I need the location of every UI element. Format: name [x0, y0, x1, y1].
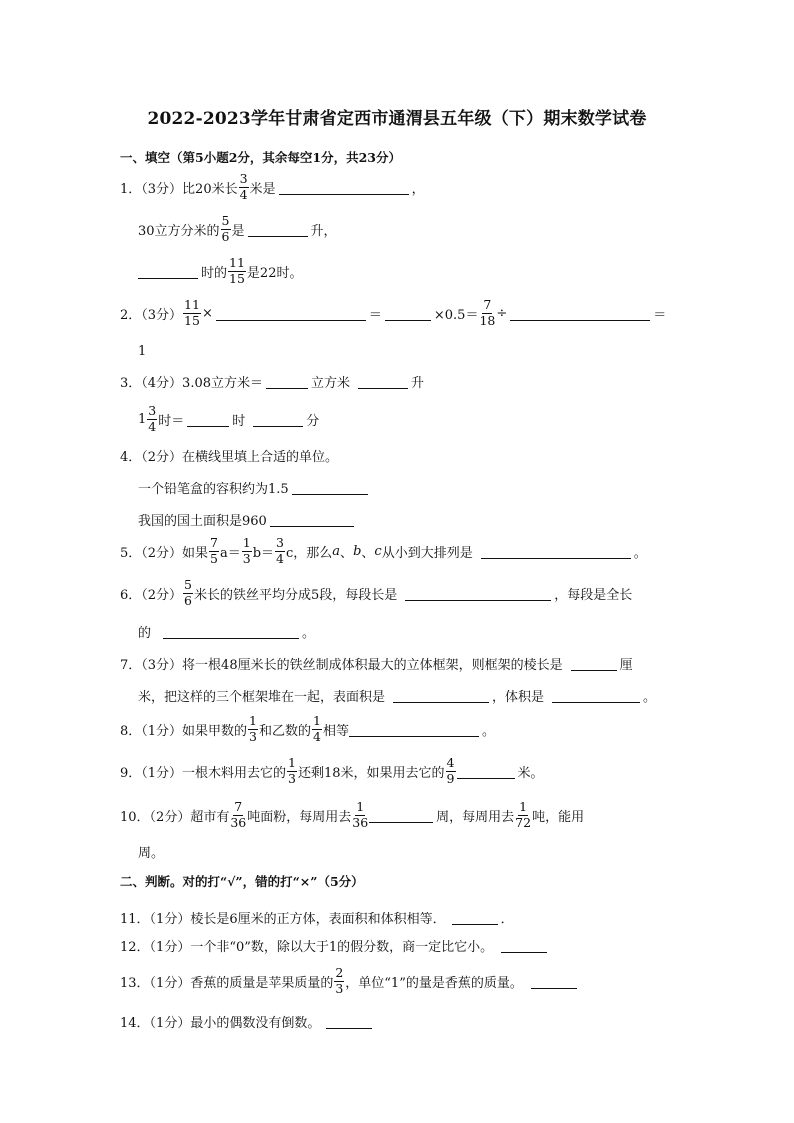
question-4-line-2: 一个铅笔盒的容积约为1.5 — [138, 472, 371, 502]
question-6-line-1: 6．（2分） $\frac{5}{6}$ 米长的铁丝平均分成5段，每段长是 ，每段是全长 — [120, 577, 633, 608]
fraction: $\frac{1}{3}$ — [288, 755, 296, 786]
answer-blank[interactable] — [481, 544, 631, 559]
answer-blank[interactable] — [266, 374, 308, 389]
question-2-line-1: 2．（3分） $\frac{11}{15}$ × ＝ ×0.5＝ $\frac{7}{18}$ ÷ ＝ — [120, 297, 667, 328]
question-13-line: 13．（1分）香蕉的质量是苹果质量的 $\frac{2}{3}$ ，单位“1”的量是香蕉的质量。 — [120, 966, 580, 996]
question-1-line-1: 1．（3分）比20米长 $\frac{3}{4}$ 米是 ， — [120, 171, 425, 202]
question-11-line: 11．（1分）棱长是6厘米的正方体，表面积和体积相等． ． — [120, 911, 514, 927]
answer-blank[interactable] — [138, 264, 198, 279]
fraction: $\frac{2}{3}$ — [335, 965, 344, 996]
fraction: $\frac{7}{18}$ — [479, 297, 496, 328]
answer-blank[interactable] — [510, 306, 650, 321]
fraction: $\frac{3}{4}$ — [239, 171, 248, 202]
fraction: $\frac{1}{36}$ — [352, 799, 369, 830]
question-3-line-2: 1 $\frac{3}{4}$ 时＝ 时 分 — [138, 403, 320, 434]
question-4-line-3: 我国的国土面积是960 — [138, 504, 357, 534]
question-8-line: 8．（1分）如果甲数的 $\frac{1}{3}$ 和乙数的 $\frac{1}{4}$ 相等 。 — [120, 713, 495, 744]
fraction: $\frac{11}{15}$ — [184, 297, 200, 328]
answer-blank[interactable] — [349, 722, 479, 737]
answer-blank[interactable] — [163, 624, 299, 639]
fraction: $\frac{4}{9}$ — [446, 755, 455, 786]
answer-blank[interactable] — [270, 512, 354, 527]
fraction: $\frac{1}{72}$ — [515, 799, 532, 830]
answer-blank[interactable] — [248, 222, 308, 237]
question-12-line: 12．（1分）一个非“0”数，除以大于1的假分数，商一定比它小。 — [120, 930, 550, 960]
answer-blank[interactable] — [405, 586, 551, 601]
answer-blank[interactable] — [457, 764, 515, 779]
fraction: $\frac{5}{6}$ — [184, 577, 192, 608]
answer-blank[interactable] — [501, 938, 547, 953]
fraction: $\frac{1}{3}$ — [249, 713, 257, 744]
question-3-line-1: 3．（4分）3.08立方米＝ 立方米 升 — [120, 375, 425, 391]
question-6-line-2: 的 。 — [138, 625, 316, 641]
fraction: $\frac{5}{6}$ — [221, 213, 230, 244]
answer-blank[interactable] — [279, 180, 409, 195]
answer-blank[interactable] — [369, 808, 433, 823]
section-fill-in-heading: 一、填空（第5小题2分，其余每空1分，共23分） — [120, 150, 401, 165]
fraction: $\frac{7}{5}$ — [210, 535, 218, 566]
question-7-line-1: 7．（3分）将一根48厘米长的铁丝制成体积最大的立体框架，则框架的棱长是 厘 — [120, 657, 633, 673]
answer-blank[interactable] — [253, 412, 303, 427]
section-judge-heading: 二、判断。对的打“√”，错的打“×”（5分） — [120, 874, 364, 889]
question-1-line-2: 30立方分米的 $\frac{5}{6}$ 是 升， — [138, 213, 337, 244]
answer-blank[interactable] — [531, 974, 577, 989]
question-14-line: 14．（1分）最小的偶数没有倒数。 — [120, 1006, 375, 1036]
question-10-line-2: 周。 — [138, 845, 165, 861]
fraction: $\frac{7}{36}$ — [230, 799, 247, 830]
question-1-line-3: 时的 $\frac{11}{15}$ 是22时。 — [138, 256, 302, 286]
question-7-line-2: 米，把这样的三个框架堆在一起，表面积是 ，体积是 。 — [138, 689, 657, 705]
question-2-line-2: 1 — [138, 343, 147, 359]
fraction: $\frac{11}{15}$ — [229, 255, 245, 286]
page-title: 2022-2023学年甘肃省定西市通渭县五年级（下）期末数学试卷 — [147, 109, 647, 129]
answer-blank[interactable] — [292, 480, 368, 495]
fraction: $\frac{3}{4}$ — [276, 535, 284, 566]
answer-blank[interactable] — [571, 656, 617, 671]
answer-blank[interactable] — [552, 688, 640, 703]
question-9-line: 9．（1分）一根木料用去它的 $\frac{1}{3}$ 还剩18米，如果用去它的 $\frac{4}{9}$ 米。 — [120, 755, 544, 786]
answer-blank[interactable] — [326, 1014, 372, 1029]
fraction: $\frac{3}{4}$ — [148, 403, 157, 434]
question-5-line: 5．（2分）如果 $\frac{7}{5}$ a＝ $\frac{1}{3}$ b＝ $\frac{3}{4}$ c，那么 a 、 b 、 c 从小到大排列是 。 — [120, 535, 647, 566]
fraction: $\frac{1}{4}$ — [313, 713, 321, 744]
answer-blank[interactable] — [385, 306, 431, 321]
answer-blank[interactable] — [452, 910, 498, 925]
answer-blank[interactable] — [216, 306, 366, 321]
question-4-line-1: 4．（2分）在横线里填上合适的单位。 — [120, 449, 339, 465]
fraction: $\frac{1}{3}$ — [242, 535, 251, 566]
answer-blank[interactable] — [393, 688, 489, 703]
answer-blank[interactable] — [187, 412, 229, 427]
answer-blank[interactable] — [358, 374, 408, 389]
question-10-line-1: 10．（2分）超市有 $\frac{7}{36}$ 吨面粉，每周用去 $\frac{1}{36}$ 周，每周用去 $\frac{1}{72}$ 吨，能用 — [120, 799, 585, 830]
